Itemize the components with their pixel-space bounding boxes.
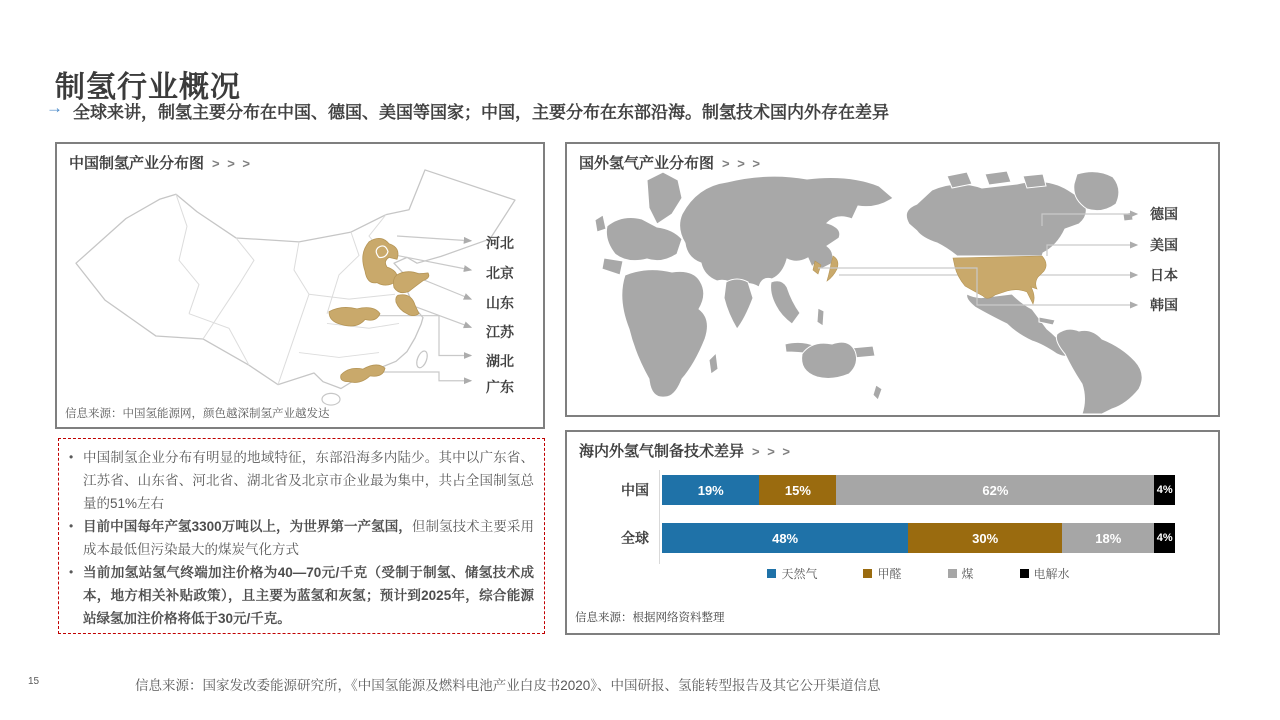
bar-row-全球 — [567, 523, 1222, 553]
bar-segment-电解水: 4% — [1154, 523, 1175, 553]
insight-text-segment: 中国制氢企业分布有明显的地域特征，东部沿海多内陆少。其中以广东省、江苏省、山东省、河北省、湖北省及北京市企业最为集中，共占全国制氢总量的51%左右 — [83, 450, 534, 511]
chevrons-icon: > > > — [212, 156, 253, 171]
arrow-bullet-icon: → — [46, 98, 63, 117]
bar-segment-天然气: 48% — [662, 523, 908, 553]
province-label-hubei: 湖北 — [486, 353, 514, 369]
chevrons-icon: > > > — [752, 444, 793, 459]
country-label-japan: 日本 — [1150, 267, 1178, 283]
tech-panel-source: 信息来源：根据网络资料整理 — [575, 612, 725, 624]
province-label-guangdong: 广东 — [486, 379, 514, 395]
legend-item-甲醛 — [863, 565, 901, 582]
chart-legend — [662, 565, 1175, 582]
insight-item — [67, 446, 534, 515]
legend-label: 天然气 — [781, 567, 818, 581]
china-map — [69, 168, 519, 406]
key-message — [46, 98, 1236, 123]
china-map-panel — [55, 142, 545, 429]
legend-swatch-icon — [948, 569, 957, 578]
bar-segment-电解水: 4% — [1154, 475, 1175, 505]
key-insights-box — [58, 438, 545, 634]
bar-segment-甲醛: 15% — [759, 475, 836, 505]
bar-track — [662, 523, 1175, 553]
legend-swatch-icon — [1020, 569, 1029, 578]
china-panel-title-text: 中国制氢产业分布图 — [69, 155, 205, 172]
legend-label: 电解水 — [1033, 567, 1070, 581]
chevrons-icon: > > > — [722, 156, 763, 171]
legend-item-煤 — [948, 565, 974, 582]
province-label-jiangsu: 江苏 — [486, 324, 514, 340]
province-label-hebei: 河北 — [486, 235, 514, 251]
legend-swatch-icon — [767, 569, 776, 578]
insight-text-segment: 目前中国每年产氢3300万吨以上，为世界第一产氢国， — [83, 519, 412, 534]
legend-item-天然气 — [767, 565, 817, 582]
category-label: 中国 — [621, 482, 649, 498]
country-label-germany: 德国 — [1150, 206, 1178, 222]
stacked-bar-chart — [567, 468, 1222, 568]
footer-source: 信息来源：国家发改委能源研究所，《中国氢能源及燃料电池产业白皮书2020》、中国研报、氢能转型报告及其它公开渠道信息 — [135, 678, 881, 693]
world-map — [587, 168, 1167, 414]
legend-item-电解水 — [1020, 565, 1070, 582]
bar-segment-煤: 62% — [836, 475, 1154, 505]
province-label-beijing: 北京 — [486, 265, 514, 281]
country-label-korea: 韩国 — [1150, 297, 1178, 313]
insight-item — [67, 561, 534, 630]
page-title: 制氢行业概况 — [55, 71, 241, 105]
page-number: 15 — [28, 676, 40, 687]
tech-panel-title — [579, 440, 792, 461]
country-label-usa: 美国 — [1150, 237, 1178, 253]
category-label: 全球 — [621, 530, 649, 546]
china-map-source: 信息来源：中国氢能源网，颜色越深制氢产业越发达 — [65, 408, 330, 420]
legend-swatch-icon — [863, 569, 872, 578]
province-label-shandong: 山东 — [486, 295, 514, 311]
tech-panel-title-text: 海内外氢气制备技术差异 — [579, 443, 745, 460]
insight-text-segment: 当前加氢站氢气终端加注价格为40—70元/千克（受制于制氢、储氢技术成本，地方相关补贴政策），且主要为蓝氢和灰氢；预计到2025年，综合能源站绿氢加注价格将低于30元/千克。 — [83, 565, 534, 626]
bar-track — [662, 475, 1175, 505]
legend-label: 甲醛 — [877, 567, 902, 581]
tech-comparison-panel — [565, 430, 1220, 635]
bar-segment-煤: 18% — [1062, 523, 1154, 553]
legend-label: 煤 — [961, 567, 974, 581]
key-message-text: 全球来讲，制氢主要分布在中国、德国、美国等国家；中国，主要分布在东部沿海。制氢技术国内外存在差异 — [73, 103, 889, 122]
world-panel-title-text: 国外氢气产业分布图 — [579, 155, 715, 172]
insight-item — [67, 515, 534, 561]
world-map-panel — [565, 142, 1220, 417]
bar-segment-天然气: 19% — [662, 475, 759, 505]
bar-row-中国 — [567, 475, 1222, 505]
bar-segment-甲醛: 30% — [908, 523, 1062, 553]
insight-list — [67, 446, 534, 630]
insight-text-segment: 但制氢技术主要采用成本最低但污染最大的煤炭气化方式 — [83, 519, 534, 557]
